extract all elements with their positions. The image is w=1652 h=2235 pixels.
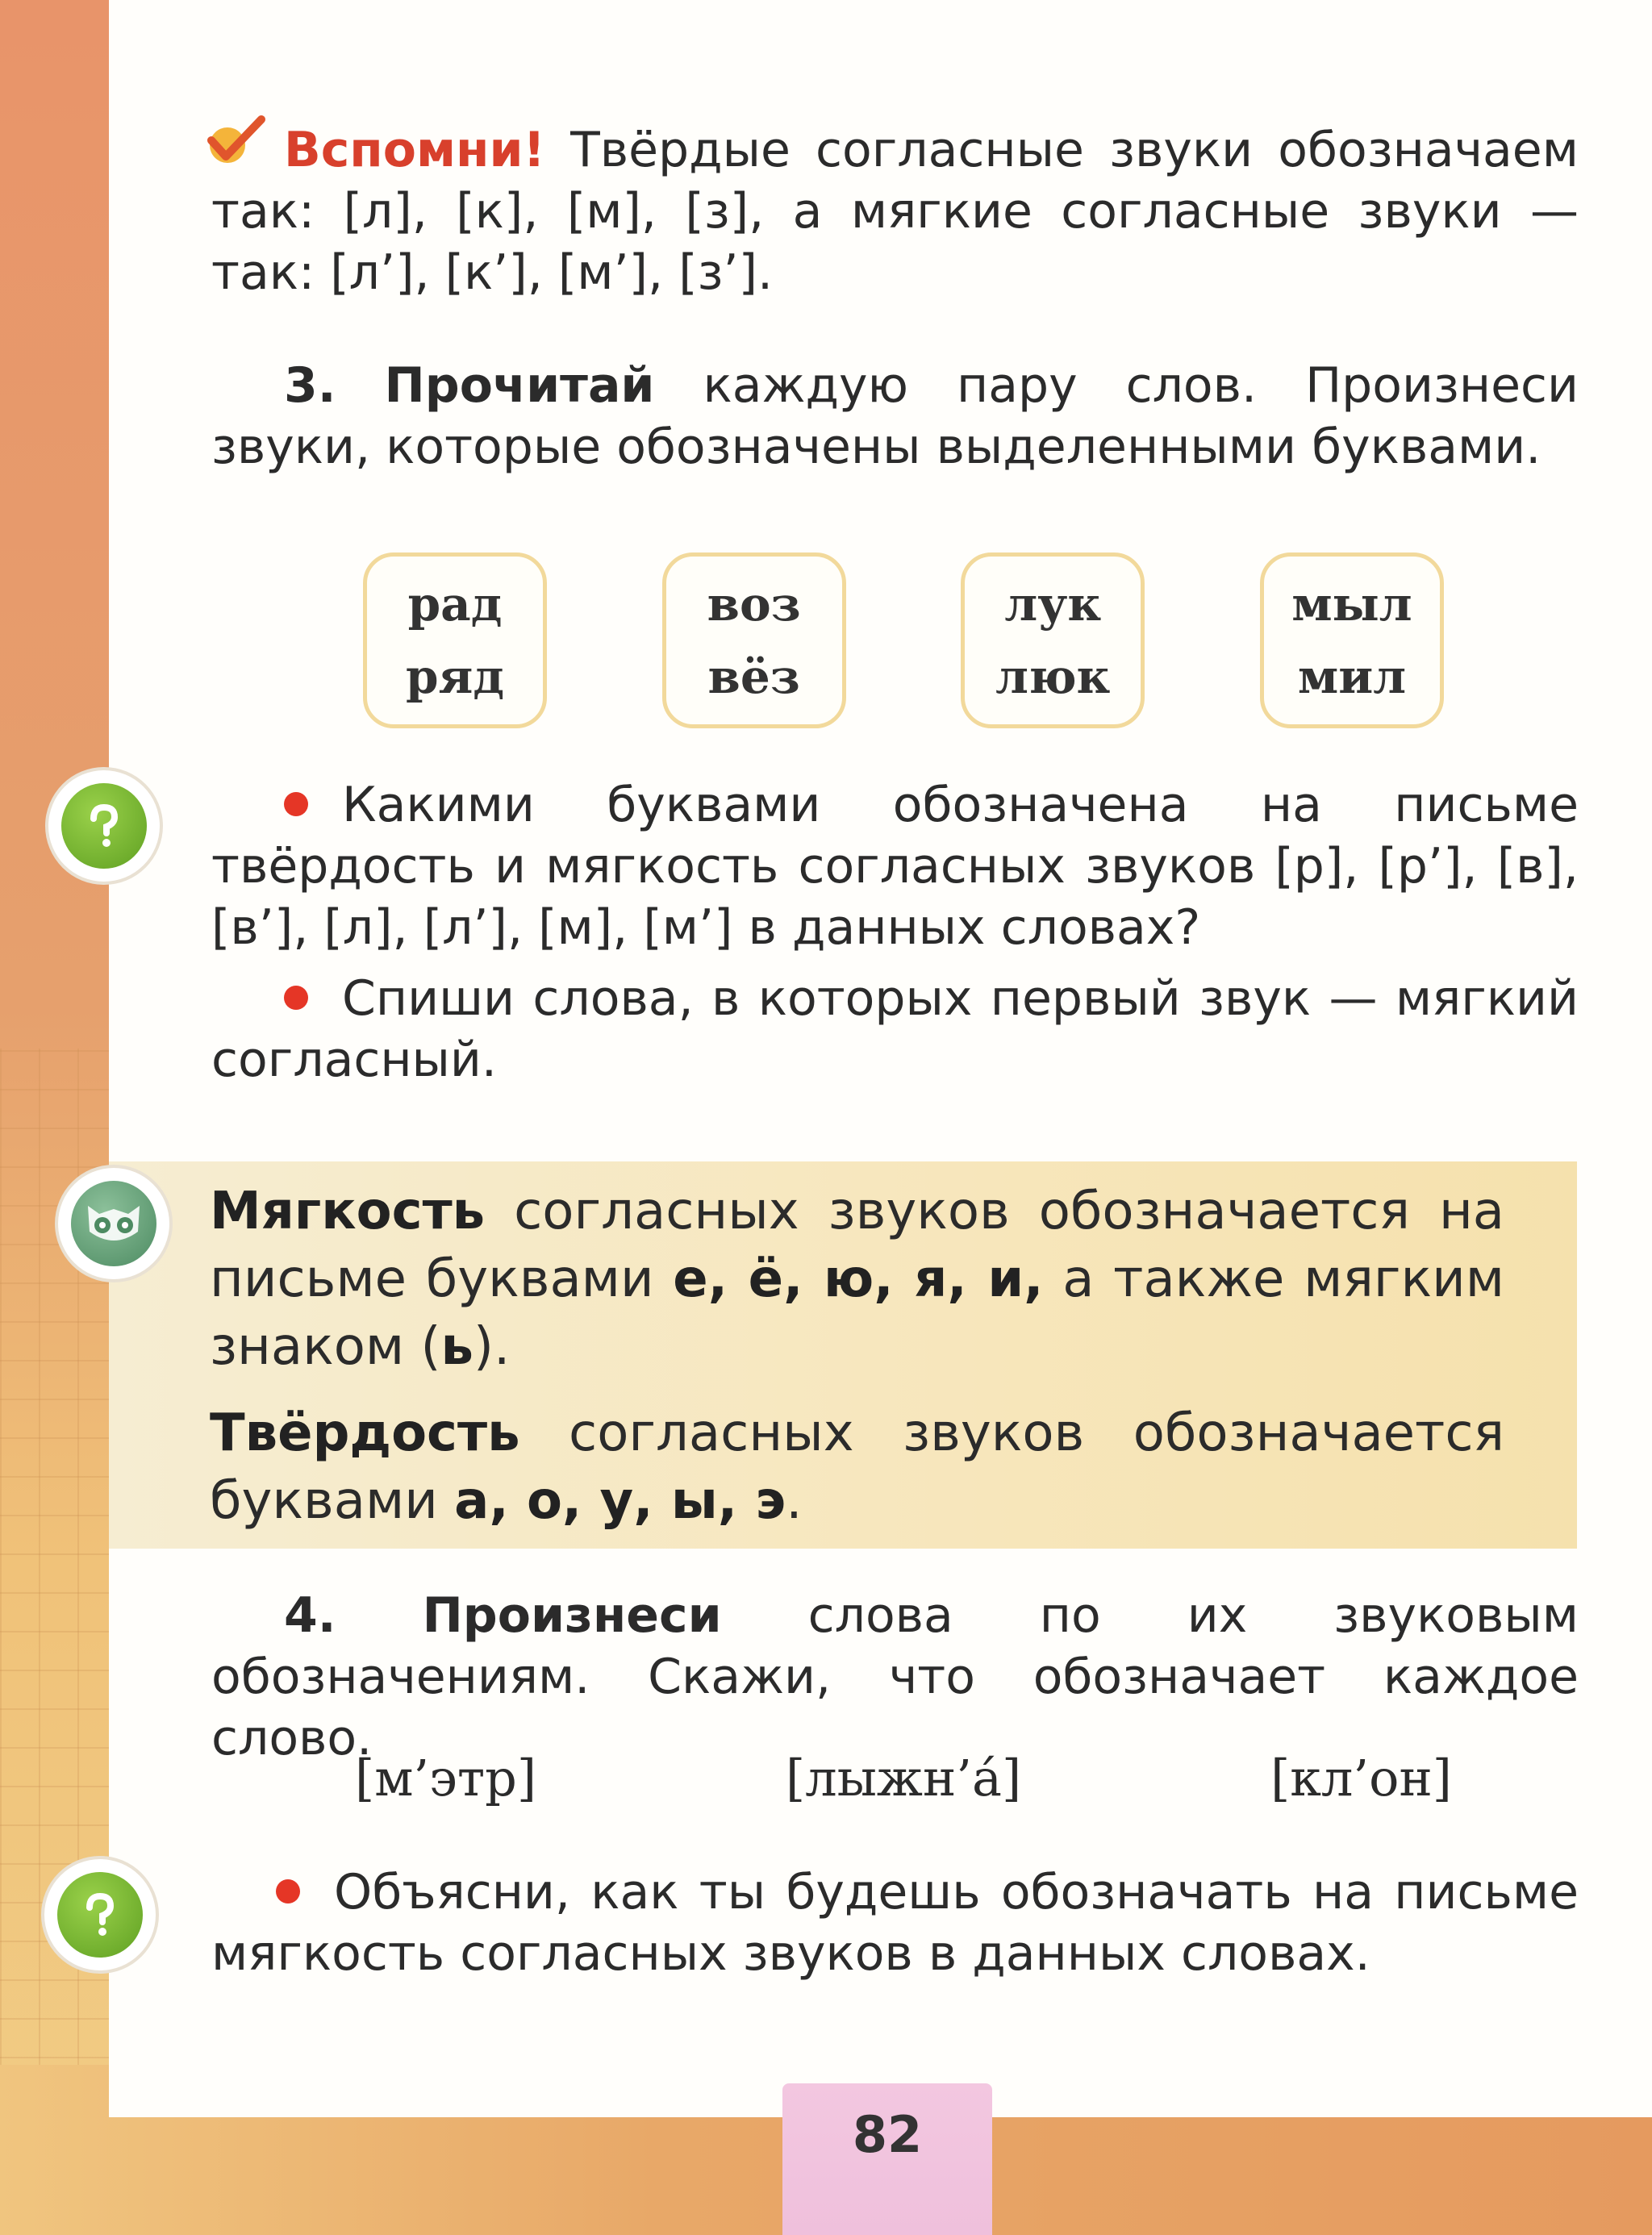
- bullet-icon: [276, 1879, 300, 1904]
- card-word: мил: [1297, 649, 1407, 704]
- exercise-3-verb: Прочитай: [384, 357, 655, 414]
- card-word: воз: [707, 577, 801, 632]
- card-word: лук: [1004, 577, 1102, 632]
- exercise-4-text: [211, 1585, 1579, 1769]
- question-1-text: Какими буквами обозначена на письме твёрдость и мягкость согласных звуков [р], [р’], [в], [в’], [л], [л’], [м], [м’] в данных словах?: [211, 777, 1579, 956]
- bullet-icon: [284, 986, 308, 1010]
- hardness-term: Твёрдость: [210, 1403, 520, 1463]
- soft-sign: ь: [440, 1317, 473, 1377]
- exercise-3-question-1: [211, 774, 1579, 958]
- page-number: 82: [852, 2105, 923, 2164]
- transcription: [лыжн’а́]: [786, 1749, 1022, 1808]
- exercise-4-question: [211, 1862, 1579, 1984]
- rule-hardness: [210, 1399, 1504, 1535]
- word-card: [363, 552, 547, 728]
- question-text: Объясни, как ты будешь обозначать на письме мягкость согласных звуков в данных словах.: [211, 1864, 1579, 1982]
- exercise-4-number: 4.: [284, 1587, 336, 1644]
- softness-letters: е, ё, ю, я, и,: [673, 1249, 1044, 1309]
- exercise-3-number: 3.: [284, 357, 336, 414]
- transcription: [кл’он]: [1270, 1749, 1452, 1808]
- bullet-icon: [284, 792, 308, 816]
- question-icon: [44, 1859, 156, 1970]
- question-2-text: Спиши слова, в которых первый звук — мягкий согласный.: [211, 970, 1579, 1088]
- remember-label: Вспомни!: [284, 122, 545, 178]
- transcription: [м’этр]: [355, 1749, 537, 1808]
- softness-end: ).: [473, 1317, 511, 1377]
- question-icon: [48, 770, 160, 882]
- card-word: люк: [995, 649, 1111, 704]
- rule-softness: [210, 1178, 1504, 1381]
- exercise-3-text: [211, 355, 1579, 477]
- card-word: мыл: [1291, 577, 1412, 632]
- softness-text-2: а также мягким знаком (: [210, 1249, 1505, 1377]
- word-card: [961, 552, 1145, 728]
- softness-text-1: согласных звуков обозначается на письме буквами: [210, 1182, 1504, 1309]
- exercise-4-verb: Произнеси: [422, 1587, 722, 1644]
- card-word: ряд: [405, 649, 505, 704]
- owl-icon: [58, 1168, 169, 1279]
- card-word: рад: [407, 577, 503, 632]
- softness-term: Мягкость: [210, 1182, 486, 1241]
- hardness-end: .: [786, 1471, 803, 1531]
- card-word: вёз: [707, 649, 800, 704]
- word-card: [1260, 552, 1444, 728]
- word-pair-cards: [363, 552, 1444, 734]
- exercise-3-instruction: каждую пару слов. Произнеси звуки, которые обозначены выделенными буквами.: [211, 357, 1579, 475]
- remember-text: Твёрдые согласные звуки обозначаем так: [л], [к], [м], [з], а мягкие согласные звуки — так: [л’], [к’], [м’], [з’].: [211, 122, 1579, 301]
- hardness-text: согласных звуков обозначается буквами: [210, 1403, 1505, 1531]
- transcription-list: [355, 1749, 1452, 1808]
- remember-block: [211, 119, 1579, 303]
- hardness-letters: а, о, у, ы, э: [454, 1471, 786, 1531]
- exercise-4-instruction: слова по их звуковым обозначениям. Скажи, что обозначает каждое слово.: [211, 1587, 1579, 1766]
- word-card: [662, 552, 846, 728]
- exercise-3-question-2: [211, 968, 1579, 1090]
